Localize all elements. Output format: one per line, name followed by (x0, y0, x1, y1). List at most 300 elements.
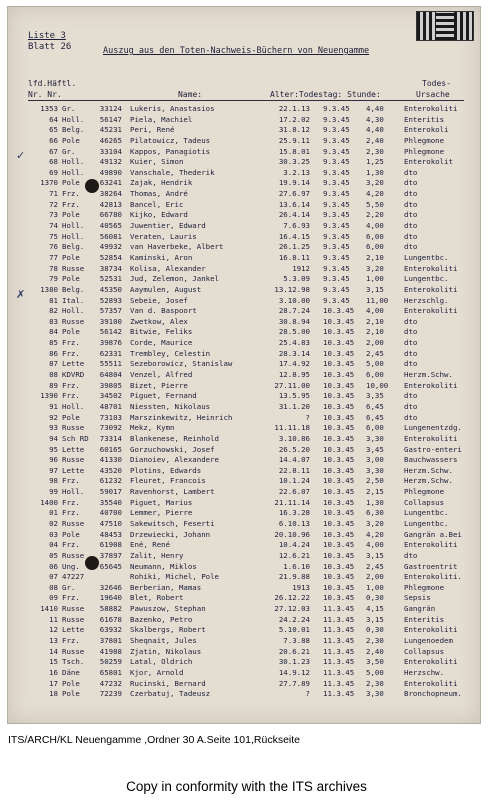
prisoner-number: 33124 (99, 104, 122, 113)
birth-date: 30.1.23 (278, 657, 310, 667)
prisoner-number: 73314 (99, 433, 122, 443)
entry-number: 95 (49, 444, 58, 454)
nationality: Frz. (62, 338, 80, 348)
birth-date: 20.10.96 (274, 529, 310, 539)
death-hour: 2,10 (366, 252, 384, 262)
table-row (8, 508, 480, 519)
prisoner-number: 52531 (99, 274, 122, 284)
table-row (8, 178, 480, 189)
nationality: Gr. (62, 146, 76, 156)
nationality: Pole (62, 412, 80, 422)
table-row (8, 647, 480, 658)
nationality: Russe (62, 550, 85, 560)
table-row (8, 657, 480, 668)
prisoner-number: 39876 (99, 338, 122, 348)
nationality: Russe (62, 614, 85, 624)
death-date: 9.3.45 (323, 199, 350, 209)
death-hour: 10,00 (366, 380, 389, 390)
birth-date: 31.8.12 (278, 125, 310, 135)
death-hour: 4,40 (366, 104, 384, 113)
prisoner-name: Fleuret, Francois (130, 476, 206, 486)
table-row (8, 359, 480, 370)
death-date: 9.3.45 (323, 146, 350, 156)
cause-of-death: Herzm.Schw. (404, 370, 453, 380)
cause-of-death: Enterokoli (404, 125, 449, 135)
entry-number: 79 (49, 274, 58, 284)
entry-number: 1400 (40, 497, 58, 507)
birth-date: 12.6.21 (278, 550, 310, 560)
table-row (8, 530, 480, 541)
nationality: Frz. (62, 476, 80, 486)
entry-number: 12 (49, 625, 58, 635)
check-mark: ✗ (16, 288, 26, 301)
cause-of-death: Sepsis (404, 593, 431, 603)
table-row (8, 572, 480, 583)
prisoner-number: 43520 (99, 465, 122, 475)
entry-number: 1390 (40, 391, 58, 401)
entry-number: 89 (49, 380, 58, 390)
prisoner-name: van Haverbeke, Albert (130, 242, 224, 252)
death-hour: 6,00 (366, 242, 384, 252)
death-date: 10.3.45 (323, 338, 355, 348)
death-hour: 0,30 (366, 625, 384, 635)
death-hour: 2,15 (366, 487, 384, 497)
nationality: Pole (62, 529, 80, 539)
death-date: 11.3.45 (323, 614, 355, 624)
cause-of-death: dto (404, 231, 418, 241)
prisoner-number: 49132 (99, 157, 122, 167)
birth-date: 1913 (292, 582, 310, 592)
death-hour: 2,40 (366, 135, 384, 145)
prisoner-number: 33104 (99, 146, 122, 156)
entry-number: 16 (49, 667, 58, 677)
entry-number: 65 (49, 125, 58, 135)
entry-number: 1380 (40, 284, 58, 294)
prisoner-number: 32646 (99, 582, 122, 592)
prisoner-name: Vanschale, Thederik (130, 167, 215, 177)
prisoner-number: 40565 (99, 221, 122, 231)
prisoner-name: Sakewitsch, Feserti (130, 518, 215, 528)
nationality: Ital. (62, 295, 85, 305)
nationality: Sch RD (62, 433, 89, 443)
nationality: Russe (62, 604, 85, 614)
header-nr: Nr. Nr. (28, 90, 62, 99)
cause-of-death: dto (404, 242, 418, 252)
birth-date: 3.2.13 (283, 167, 310, 177)
table-row (8, 327, 480, 338)
entry-number: 1353 (40, 104, 58, 113)
death-date: 10.3.45 (323, 593, 355, 603)
prisoner-number: 63932 (99, 625, 122, 635)
entry-number: 84 (49, 327, 58, 337)
death-date: 11.3.45 (323, 657, 355, 667)
entry-number: 07 (49, 572, 58, 582)
cause-of-death: Bronchopneum. (404, 689, 462, 699)
death-hour: 6,00 (366, 370, 384, 380)
table-row (8, 381, 480, 392)
prisoner-name: Zjatin, Nikolaus (130, 646, 202, 656)
entry-number: 67 (49, 146, 58, 156)
prisoner-name: Thomas, André (130, 189, 188, 199)
prisoner-name: Piela, Machiel (130, 114, 193, 124)
cause-of-death: Enterokoliti (404, 263, 458, 273)
entry-number: 05 (49, 550, 58, 560)
cause-of-death: Lungentbc. (404, 274, 449, 284)
death-date: 10.3.45 (323, 561, 355, 571)
death-hour: 4,00 (366, 540, 384, 550)
nationality: Russe (62, 518, 85, 528)
nationality: Frz. (62, 348, 80, 358)
table-row (8, 402, 480, 413)
death-date: 11.3.45 (323, 625, 355, 635)
nationality: Holl. (62, 167, 85, 177)
death-date: 10.3.45 (323, 370, 355, 380)
table-row (8, 689, 480, 700)
table-row (8, 668, 480, 679)
cause-of-death: dto (404, 327, 418, 337)
entry-number: 94 (49, 433, 58, 443)
nationality: Däne (62, 667, 80, 677)
death-hour: 2,30 (366, 678, 384, 688)
nationality: Frz. (62, 380, 80, 390)
nationality: Pole (62, 210, 80, 220)
nationality: Frz. (62, 593, 80, 603)
death-hour: 4,30 (366, 114, 384, 124)
cause-of-death: dto (404, 167, 418, 177)
cause-of-death: Phlegmone (404, 582, 445, 592)
death-hour: 5,00 (366, 359, 384, 369)
cause-of-death: Gastro-enteri (404, 444, 462, 454)
death-date: 10.3.45 (323, 306, 355, 316)
birth-date: 26.5.20 (278, 444, 310, 454)
birth-date: 28.5.00 (278, 327, 310, 337)
death-hour: 3,00 (366, 455, 384, 465)
entry-number: 86 (49, 348, 58, 358)
prisoner-number: 57357 (99, 306, 122, 316)
entry-number: 85 (49, 338, 58, 348)
cause-of-death: Lungentbc. (404, 508, 449, 518)
sheet-number: Blatt 26 (28, 42, 72, 52)
birth-date: 1912 (292, 263, 310, 273)
birth-date: 12.8.95 (278, 370, 310, 380)
prisoner-name: Kolisa, Alexander (130, 263, 206, 273)
birth-date: 5.3.09 (283, 274, 310, 284)
prisoner-number: 41330 (99, 455, 122, 465)
archive-reference: ITS/ARCH/KL Neuengamme ,Ordner 30 A.Seite 101,Rückseite (8, 734, 301, 746)
table-row (8, 583, 480, 594)
cause-of-death: Enterokoliti (404, 380, 458, 390)
prisoner-name: Bazenko, Petro (130, 614, 193, 624)
prisoner-name: Piguet, Marius (130, 497, 193, 507)
birth-date: 26.1.25 (278, 242, 310, 252)
cause-of-death: Enterokoliti (404, 104, 458, 113)
prisoner-number: 38264 (99, 189, 122, 199)
birth-date: 6.10.13 (278, 518, 310, 528)
prisoner-name: Neumann, Miklos (130, 561, 197, 571)
cause-of-death: Enterokoliti (404, 433, 458, 443)
cause-of-death: Gastroentrit (404, 561, 458, 571)
document-sheet (7, 6, 481, 724)
table-row (8, 253, 480, 264)
prisoner-name: Ravenhorst, Lambert (130, 487, 215, 497)
cause-of-death: dto (404, 189, 418, 199)
archive-stamp (416, 11, 474, 41)
header-todes: Todes- (422, 79, 451, 88)
prisoner-number: 56147 (99, 114, 122, 124)
birth-date: 27.6.97 (278, 189, 310, 199)
birth-date: 13.12.98 (274, 284, 310, 294)
death-hour: 1,30 (366, 167, 384, 177)
prisoner-name: Berberian, Mamas (130, 582, 202, 592)
death-date: 10.3.45 (323, 316, 355, 326)
death-hour: 6,45 (366, 412, 384, 422)
nationality: Frz. (62, 497, 80, 507)
prisoner-name: Rohiki, Michel, Pole (130, 572, 219, 582)
table-row (8, 445, 480, 456)
death-date: 10.3.45 (323, 380, 355, 390)
table-row (8, 296, 480, 307)
nationality: Frz. (62, 189, 80, 199)
prisoner-name: Mekz, Kymn (130, 423, 175, 433)
entry-number: 82 (49, 306, 58, 316)
prisoner-name: Marszinkewitz, Heinrich (130, 412, 233, 422)
death-hour: 4,20 (366, 529, 384, 539)
death-date: 10.3.45 (323, 572, 355, 582)
prisoner-name: Ené, René (130, 540, 171, 550)
birth-date: 11.11.18 (274, 423, 310, 433)
death-date: 10.3.45 (323, 529, 355, 539)
death-hour: 6,30 (366, 508, 384, 518)
prisoner-number: 38734 (99, 263, 122, 273)
table-row (8, 221, 480, 232)
entry-number: 08 (49, 582, 58, 592)
nationality: Russe (62, 263, 85, 273)
table-row (8, 615, 480, 626)
nationality: Holl. (62, 401, 85, 411)
table-row (8, 679, 480, 690)
prisoner-number: 64804 (99, 370, 122, 380)
entry-number: 17 (49, 678, 58, 688)
cause-of-death: Collapsus (404, 646, 445, 656)
nationality: Belg. (62, 242, 85, 252)
prisoner-name: Veraten, Lauris (130, 231, 197, 241)
prisoner-name: Juwentier, Edward (130, 221, 206, 231)
death-date: 11.3.45 (323, 667, 355, 677)
death-hour: 1,00 (366, 582, 384, 592)
death-date: 10.3.45 (323, 508, 355, 518)
cause-of-death: Enterokoliti. (404, 572, 462, 582)
death-hour: 2,40 (366, 646, 384, 656)
entry-number: 1370 (40, 178, 58, 188)
prisoner-name: Pawuszow, Stephan (130, 604, 206, 614)
death-date: 10.3.45 (323, 444, 355, 454)
death-date: 10.3.45 (323, 582, 355, 592)
prisoner-number: 66780 (99, 210, 122, 220)
table-row (8, 551, 480, 562)
prisoner-number: 41988 (99, 646, 122, 656)
death-hour: 3,50 (366, 657, 384, 667)
nationality: Gr. (62, 582, 76, 592)
header-alter-todestag-stunde: Alter:Todestag: Stunde: (270, 90, 381, 99)
prisoner-name: Peri, René (130, 125, 175, 135)
death-date: 9.3.45 (323, 210, 350, 220)
table-row (8, 370, 480, 381)
prisoner-name: Rucinski, Bernard (130, 678, 206, 688)
birth-date: 7.3.88 (283, 636, 310, 646)
table-row (8, 232, 480, 243)
cause-of-death: Gangrän a.Bei (404, 529, 462, 539)
entry-number: 68 (49, 157, 58, 167)
nationality: Holl. (62, 114, 85, 124)
table-row (8, 434, 480, 445)
entry-number: 09 (49, 593, 58, 603)
death-hour: 1,25 (366, 157, 384, 167)
death-date: 10.3.45 (323, 497, 355, 507)
death-date: 9.3.45 (323, 125, 350, 135)
entry-number: 73 (49, 210, 58, 220)
nationality: Frz. (62, 540, 80, 550)
table-row (8, 487, 480, 498)
death-date: 9.3.45 (323, 295, 350, 305)
death-date: 10.3.45 (323, 359, 355, 369)
birth-date: 28.3.14 (278, 348, 310, 358)
table-row (8, 168, 480, 179)
cause-of-death: Lungentbc. (404, 252, 449, 262)
death-hour: 1,00 (366, 274, 384, 284)
table-row (8, 519, 480, 530)
death-date: 9.3.45 (323, 231, 350, 241)
prisoner-name: Niessten, Nikolaus (130, 401, 211, 411)
prisoner-number: 61232 (99, 476, 122, 486)
nationality: Frz. (62, 199, 80, 209)
birth-date: 21.11.14 (274, 497, 310, 507)
death-hour: 3,30 (366, 689, 384, 699)
prisoner-name: Sheqnait, Jules (130, 636, 197, 646)
birth-date: 15.8.01 (278, 146, 310, 156)
cause-of-death: Enteritis (404, 114, 445, 124)
prisoner-name: Kappos, Panagiotis (130, 146, 211, 156)
death-date: 10.3.45 (323, 348, 355, 358)
prisoner-number: 73103 (99, 412, 122, 422)
prisoner-number: 19640 (99, 593, 122, 603)
prisoner-number: 49890 (99, 167, 122, 177)
death-date: 9.3.45 (323, 167, 350, 177)
birth-date: ? (305, 412, 310, 422)
death-hour: 3,15 (366, 614, 384, 624)
death-hour: 2,10 (366, 316, 384, 326)
table-row (8, 455, 480, 466)
table-row (8, 306, 480, 317)
birth-date: 10.4.24 (278, 540, 310, 550)
nationality: Pole (62, 274, 80, 284)
entry-number: 14 (49, 646, 58, 656)
death-date: 11.3.45 (323, 604, 355, 614)
table-row (8, 104, 480, 115)
death-date: 9.3.45 (323, 135, 350, 145)
cause-of-death: Phlegmone (404, 487, 445, 497)
prisoner-name: Zwetkow, Alex (130, 316, 188, 326)
death-date: 10.3.45 (323, 423, 355, 433)
cause-of-death: dto (404, 210, 418, 220)
nationality: Pole (62, 327, 80, 337)
table-row (8, 540, 480, 551)
cause-of-death: dto (404, 401, 418, 411)
birth-date: 21.9.88 (278, 572, 310, 582)
cause-of-death: dto (404, 221, 418, 231)
death-date: 9.3.45 (323, 114, 350, 124)
table-row (8, 466, 480, 477)
check-mark: ✓ (16, 149, 26, 162)
cause-of-death: Lungenoedem (404, 636, 453, 646)
death-hour: 5,50 (366, 199, 384, 209)
prisoner-number: 72239 (99, 689, 122, 699)
death-hour: 2,00 (366, 572, 384, 582)
nationality: Holl. (62, 231, 85, 241)
entry-number: 96 (49, 455, 58, 465)
entry-number: 77 (49, 252, 58, 262)
prisoner-number: 60165 (99, 444, 122, 454)
nationality: Pole (62, 252, 80, 262)
nationality: Lette (62, 359, 85, 369)
entry-number: 76 (49, 242, 58, 252)
birth-date: 13.5.95 (278, 391, 310, 401)
death-date: 10.3.45 (323, 327, 355, 337)
prisoner-number: 48701 (99, 401, 122, 411)
prisoner-number: 48453 (99, 529, 122, 539)
prisoner-number: 73092 (99, 423, 122, 433)
death-date: 10.3.45 (323, 455, 355, 465)
death-date: 9.3.45 (323, 157, 350, 167)
entry-number: 15 (49, 657, 58, 667)
birth-date: 1.6.10 (283, 561, 310, 571)
cause-of-death: dto (404, 348, 418, 358)
cause-of-death: Herzschlg. (404, 295, 449, 305)
cause-of-death: dto (404, 199, 418, 209)
table-row (8, 413, 480, 424)
table-row (8, 562, 480, 573)
death-hour: 3,30 (366, 465, 384, 475)
prisoner-number: 47510 (99, 518, 122, 528)
death-date: 9.3.45 (323, 284, 350, 294)
cause-of-death: dto (404, 412, 418, 422)
nationality: Russe (62, 423, 85, 433)
entry-number: 74 (49, 221, 58, 231)
table-row (8, 423, 480, 434)
prisoner-name: Piguet, Fernand (130, 391, 197, 401)
birth-date: 16.8.11 (278, 252, 310, 262)
nationality: Pole (62, 135, 80, 145)
table-row (8, 189, 480, 200)
birth-date: 26.12.22 (274, 593, 310, 603)
prisoner-name: Bizet, Pierre (130, 380, 188, 390)
birth-date: 14.4.07 (278, 455, 310, 465)
birth-date: 17.2.02 (278, 114, 310, 124)
cause-of-death: Enterokoliti (404, 625, 458, 635)
prisoner-name: Trembley, Celestin (130, 348, 211, 358)
document-title: Auszug aus den Toten-Nachweis-Büchern von Neuengamme (103, 46, 370, 56)
birth-date: 27.11.00 (274, 380, 310, 390)
nationality: Belg. (62, 284, 85, 294)
death-hour: 3,20 (366, 178, 384, 188)
death-hour: 3,15 (366, 550, 384, 560)
table-row (8, 115, 480, 126)
birth-date: 22.8.11 (278, 465, 310, 475)
cause-of-death: Enterokoliti (404, 657, 458, 667)
cause-of-death: dto (404, 316, 418, 326)
birth-date: 3.10.00 (278, 295, 310, 305)
death-hour: 2,30 (366, 146, 384, 156)
entry-number: 18 (49, 689, 58, 699)
